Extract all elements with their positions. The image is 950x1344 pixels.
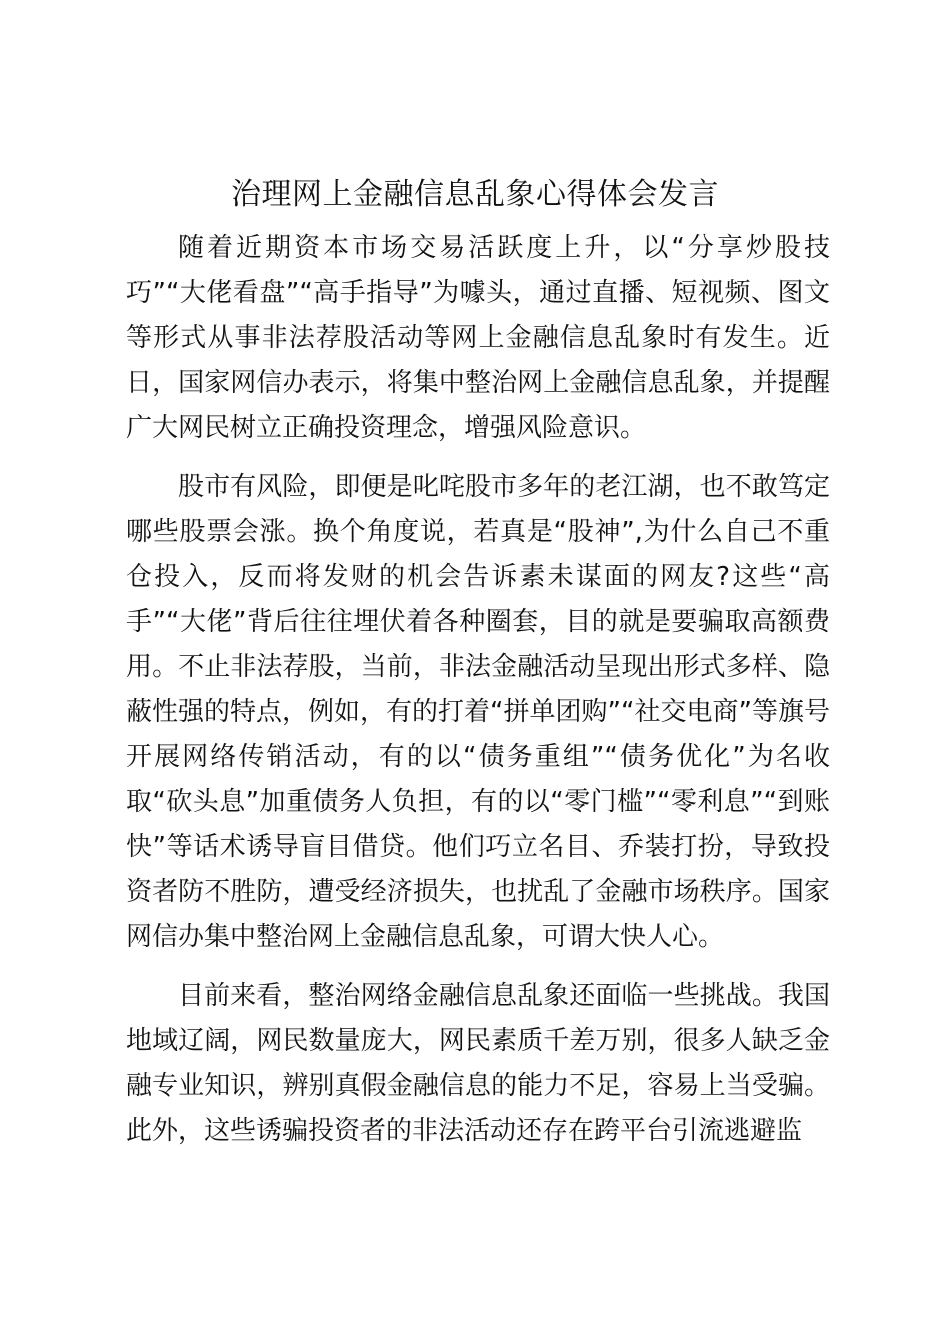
paragraph-1: 随着近期资本市场交易活跃度上升，以“分享炒股技巧”“大佬看盘”“高手指导”为噱头，通过直播、短视频、图文等形式从事非法荐股活动等网上金融信息乱象时有发生。近日，国家网信办表示，将集中整治网上金融信息乱象，并提醒广大网民树立正确投资理念，增强风险意识。 xyxy=(126,233,830,443)
paragraph-3: 目前来看，整治网络金融信息乱象还面临一些挑战。我国地域辽阔，网民数量庞大，网民素质千差万别，很多人缺乏金融专业知识，辨别真假金融信息的能力不足，容易上当受骗。此外，这些诱骗投资者的非法活动还存在跨平台引流逃避监 xyxy=(126,981,830,1146)
paragraph-2: 股市有风险，即便是叱咤股市多年的老江湖，也不敢笃定哪些股票会涨。换个角度说，若真是“股神”,为什么自己不重仓投入，反而将发财的机会告诉素未谋面的网友?这些“高手”“大佬”背后往往埋伏着各种圈套，目的就是要骗取高额费用。不止非法荐股，当前，非法金融活动呈现出形式多样、隐蔽性强的特点，例如，有的打着“拼单团购”“社交电商”等旗号开展网络传销活动，有的以“债务重组”“债务优化”为名收取“砍头息”加重债务人负担，有的以“零门槛”“零利息”“到账快”等话术诱导盲目借贷。他们巧立名目、乔装打扮，导致投资者防不胜防，遭受经济损失，也扰乱了金融市场秩序。国家网信办集中整治网上金融信息乱象，可谓大快人心。 xyxy=(126,472,830,952)
document-title: 治理网上金融信息乱象心得体会发言 xyxy=(231,177,719,212)
document-body xyxy=(126,226,830,1154)
